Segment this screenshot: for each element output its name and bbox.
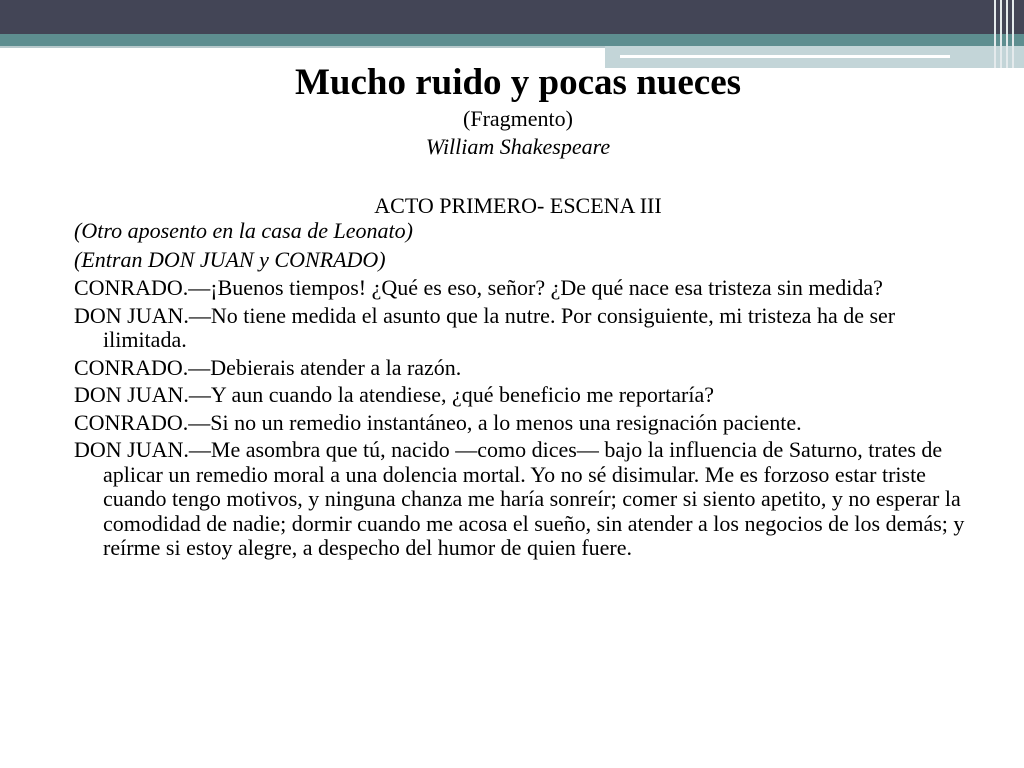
slide-title: Mucho ruido y pocas nueces — [294, 62, 742, 103]
header-highlight-line — [620, 55, 950, 58]
dialogue-line: DON JUAN.—Me asombra que tú, nacido —como dices— bajo la influencia de Saturno, trates de aplicar un remedio moral a una dolencia mortal. Yo no sé disimular. Me es forzoso estar triste cuando tengo motivos, y ninguna chanza me haría sonreír; comer si siento apetito, y no esperar la comodidad de nadie; dormir cuando me acosa el sueño, sin atender a los negocios de los demás; y reírme si estoy alegre, a despecho del humor de quien fuere. — [74, 437, 965, 560]
scene-heading: ACTO PRIMERO- ESCENA III — [374, 193, 662, 218]
dialogue-line: CONRADO.—Debierais atender a la razón. — [74, 354, 462, 380]
header-bar-dark — [0, 0, 1024, 34]
dialogue-line: DON JUAN.—Y aun cuando la atendiese, ¿qué beneficio me reportaría? — [74, 382, 714, 407]
author-name: William Shakespeare — [425, 134, 611, 159]
dialogue-line: DON JUAN.—No tiene medida el asunto que la nutre. Por consiguiente, mi tristeza ha de ser ilimitada. — [74, 302, 896, 352]
header-stripes — [990, 0, 1024, 68]
slide-subtitle: (Fragmento) — [463, 106, 573, 131]
dialogue-line: CONRADO.—¡Buenos tiempos! ¿Qué es eso, señor? ¿De qué nace esa tristeza sin medida? — [74, 275, 883, 300]
header-rule — [0, 46, 605, 48]
stage-direction: (Entran DON JUAN y CONRADO) — [74, 246, 386, 272]
stage-direction: (Otro aposento en la casa de Leonato) — [74, 218, 413, 243]
dialogue-line: CONRADO.—Si no un remedio instantáneo, a lo menos una resignación paciente. — [74, 409, 802, 435]
header-bar-teal — [0, 34, 1024, 46]
text-body — [74, 192, 974, 563]
